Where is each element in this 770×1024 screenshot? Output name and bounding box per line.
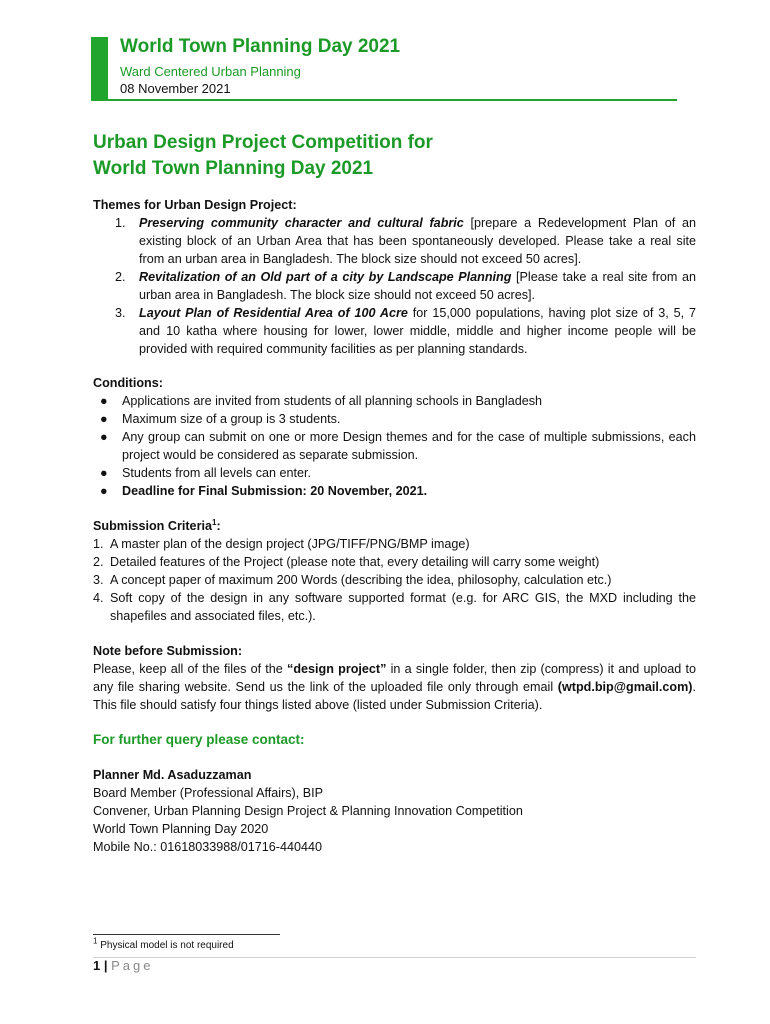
page-footer: 1 | Page <box>93 958 154 973</box>
header-subtitle: Ward Centered Urban Planning <box>120 64 301 79</box>
footer-divider <box>93 957 696 958</box>
theme-text: [prepare a Redevelopment Plan of an existing block of an Urban Area that has been spontaneously developed. Please take a real site from an urban area in Bangladesh. The block size should not exceed 50 acres]. <box>139 216 696 266</box>
criteria-item: 1. A master plan of the design project (JPG/TIFF/PNG/BMP image) <box>93 537 470 551</box>
contact-name: Planner Md. Asaduzzaman <box>93 768 252 782</box>
footnote-divider <box>93 934 280 935</box>
contact-email: (wtpd.bip@gmail.com) <box>557 680 693 694</box>
contact-role: World Town Planning Day 2020 <box>93 822 269 836</box>
competition-title-line2: World Town Planning Day 2021 <box>93 158 374 179</box>
contact-role: Convener, Urban Planning Design Project & Planning Innovation Competition <box>93 804 523 818</box>
condition-item: ● Any group can submit on one or more Design themes and for the case of multiple submissions, each project would be considered as separate submission. <box>100 430 696 462</box>
competition-title <box>93 130 433 182</box>
theme-item <box>93 268 696 304</box>
criteria-heading: Submission Criteria$^1$: <box>93 517 221 533</box>
themes-heading: Themes for Urban Design Project: <box>93 198 297 212</box>
theme-item <box>93 214 696 268</box>
header-title: World Town Planning Day 2021 <box>120 36 401 57</box>
conditions-list <box>93 392 696 500</box>
footnote-reference: 1 <box>211 517 217 527</box>
deadline-text: Deadline for Final Submission: 20 November, 2021. <box>122 484 428 498</box>
theme-number: 3. <box>115 306 126 320</box>
document-body <box>93 196 696 856</box>
theme-number: 1. <box>115 216 126 230</box>
query-heading: For further query please contact: <box>93 732 305 747</box>
competition-title-line1: Urban Design Project Competition for <box>93 132 433 153</box>
theme-title: Revitalization of an Old part of a city by Landscape Planning <box>139 270 512 284</box>
conditions-heading: Conditions: <box>93 376 163 390</box>
contact-mobile: Mobile No.: 01618033988/01716-440440 <box>93 840 322 854</box>
condition-item: ● Applications are invited from students of all planning schools in Bangladesh <box>100 394 543 408</box>
contact-role: Board Member (Professional Affairs), BIP <box>93 786 324 800</box>
bullet-icon: ● <box>100 430 108 444</box>
page-label: Page <box>111 958 154 973</box>
criteria-item: 2. Detailed features of the Project (please note that, every detailing will carry some weight) <box>93 555 600 569</box>
note-heading: Note before Submission: <box>93 644 243 658</box>
bullet-icon: ● <box>100 466 108 480</box>
criteria-list <box>93 535 696 625</box>
header-accent-bar <box>91 37 108 100</box>
themes-list <box>93 214 696 358</box>
page-number: 1 <box>93 958 101 973</box>
footnote: $^1$ Physical model is not required <box>93 936 234 951</box>
bullet-icon: ● <box>100 484 108 498</box>
criteria-item: 4. Soft copy of the design in any software supported format (e.g. for ARC GIS, the MXD including the shapefiles and associated files, etc.). <box>93 591 696 623</box>
condition-item: ● Maximum size of a group is 3 students. <box>100 412 341 426</box>
header-date: 08 November 2021 <box>120 81 231 96</box>
theme-item <box>93 304 696 358</box>
condition-item: ● Students from all levels can enter. <box>100 466 312 480</box>
theme-title: Layout Plan of Residential Area of 100 Acre <box>139 306 408 320</box>
bullet-icon: ● <box>100 412 108 426</box>
theme-text: for 15,000 populations, having plot size of 3, 5, 7 and 10 katha where housing for lower, lower middle, middle and higher income people will be provided with required community facilities as per planning standards. <box>139 306 696 356</box>
theme-number: 2. <box>115 270 126 284</box>
criteria-item: 3. A concept paper of maximum 200 Words (describing the idea, philosophy, calculation etc.) <box>93 573 612 587</box>
deadline-item <box>93 482 696 500</box>
theme-text: [Please take a real site from an urban area in Bangladesh. The block size should not exceed 50 acres]. <box>139 270 696 302</box>
note-paragraph: Please, keep all of the files of the “design project” in a single folder, then zip (compress) it and upload to any file sharing website. Send us the link of the uploaded file only through email (wtpd.bip@gmail.com). This file should satisfy four things listed above (listed under Submission Criteria). <box>93 662 696 712</box>
theme-title: Preserving community character and cultural fabric <box>139 216 464 230</box>
header-divider <box>91 99 677 101</box>
bullet-icon: ● <box>100 394 108 408</box>
